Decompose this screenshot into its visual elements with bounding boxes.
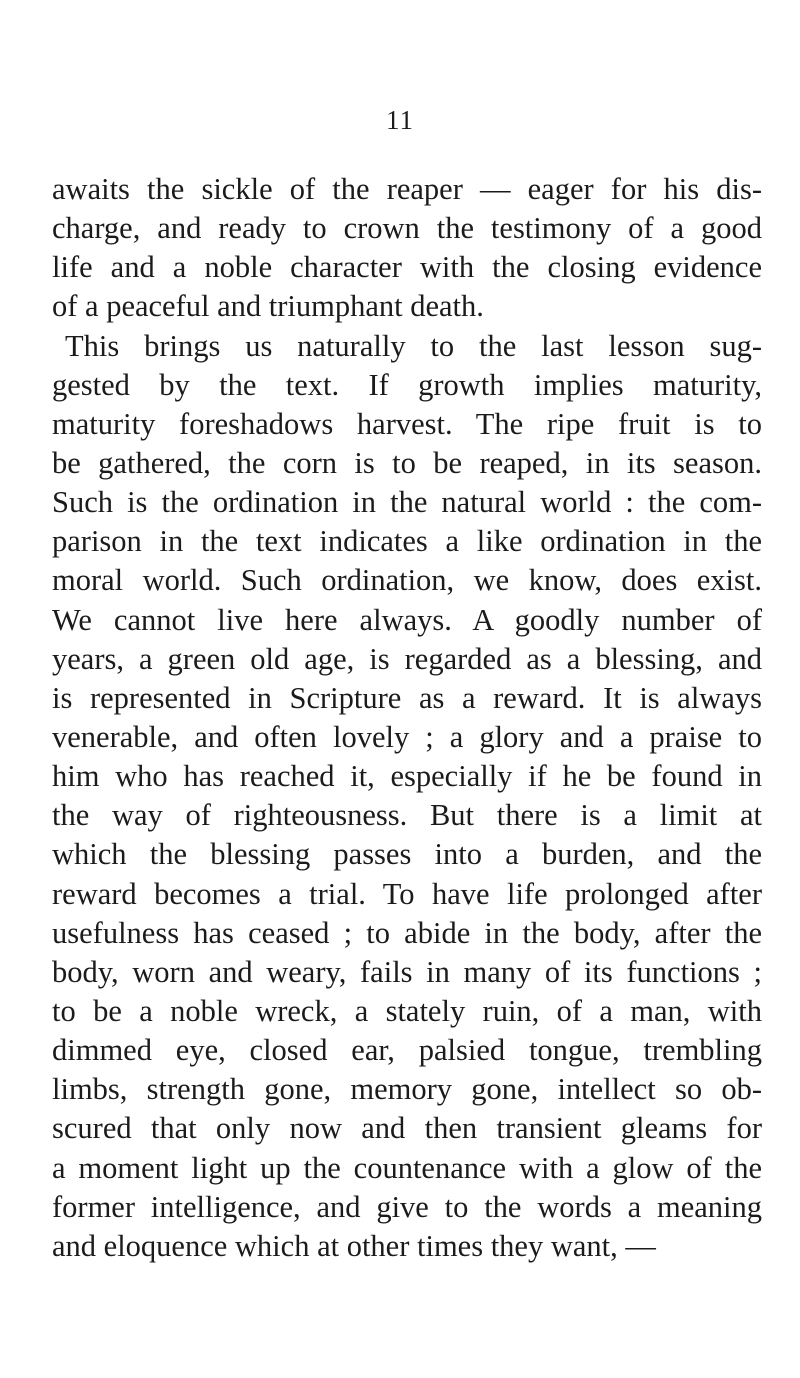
text-line: gested by the text. If growth implies maturity, bbox=[52, 367, 762, 402]
text-line: him who has reached it, especially if he be found in bbox=[52, 759, 762, 794]
text-line: scured that only now and then transient gleams for bbox=[52, 1111, 762, 1146]
text-line: a moment light up the countenance with a glow of the bbox=[52, 1150, 762, 1185]
text-line: venerable, and often lovely ; a glory and a praise to bbox=[52, 719, 762, 754]
text-line: dimmed eye, closed ear, palsied tongue, trembling bbox=[52, 1033, 762, 1068]
text-line: the way of righteousness. But there is a limit at bbox=[52, 798, 762, 833]
text-line: years, a green old age, is regarded as a blessing, and bbox=[52, 641, 762, 676]
text-line: moral world. Such ordination, we know, does exist. bbox=[52, 563, 762, 598]
text-line: parison in the text indicates a like ordination in the bbox=[52, 524, 762, 559]
text-line: This brings us naturally to the last lesson sug- bbox=[65, 328, 762, 363]
text-line: to be a noble wreck, a stately ruin, of a man, with bbox=[52, 993, 762, 1028]
text-line: Such is the ordination in the natural world : the com- bbox=[52, 485, 762, 520]
text-line: body, worn and weary, fails in many of its functions ; bbox=[52, 954, 762, 989]
text-line: former intelligence, and give to the words a meaning bbox=[52, 1189, 762, 1224]
text-line: usefulness has ceased ; to abide in the body, after the bbox=[52, 915, 762, 950]
text-line: is represented in Scripture as a reward. It is always bbox=[52, 680, 762, 715]
page-number: 11 bbox=[386, 105, 414, 135]
text-line: charge, and ready to crown the testimony of a good bbox=[52, 211, 762, 246]
text-line: be gathered, the corn is to be reaped, in its season. bbox=[52, 445, 762, 480]
text-line: maturity foreshadows harvest. The ripe fruit is to bbox=[52, 406, 762, 441]
text-line: reward becomes a trial. To have life prolonged after bbox=[52, 876, 762, 911]
text-line: We cannot live here always. A goodly number of bbox=[52, 602, 762, 637]
text-line: which the blessing passes into a burden, and the bbox=[52, 837, 762, 872]
text-line: limbs, strength gone, memory gone, intellect so ob- bbox=[52, 1072, 762, 1107]
body-text bbox=[52, 170, 762, 1266]
text-line: awaits the sickle of the reaper — eager for his dis- bbox=[52, 172, 762, 206]
text-line: life and a noble character with the closing evidence bbox=[52, 250, 762, 285]
text-line: of a peaceful and triumphant death. bbox=[52, 289, 484, 324]
text-line: and eloquence which at other times they want, — bbox=[52, 1228, 656, 1263]
